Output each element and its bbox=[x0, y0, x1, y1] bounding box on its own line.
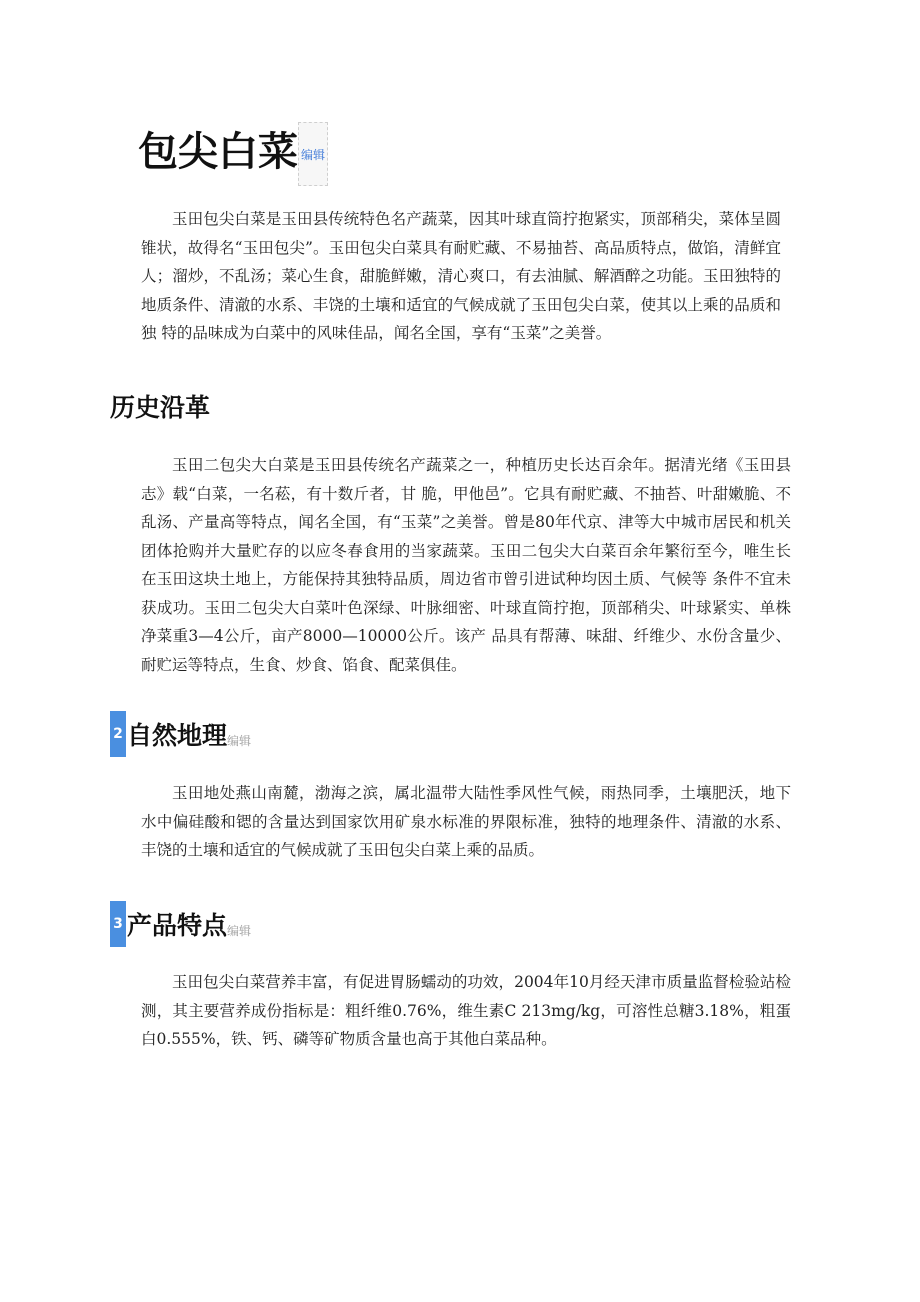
title-edit-link[interactable]: 编辑 bbox=[300, 147, 325, 162]
history-paragraph: 玉田二包尖大白菜是玉田县传统名产蔬菜之一，种植历史长达百余年。据清光绪《玉田县志》载“白菜，一名菘，有十数斤者，甘 脆，甲他邑”。它具有耐贮藏、不抽苔、叶甜嫩脆、不乱汤、产量高等特点，闻名全国，有“玉菜”之美誉。曾是80年代京、津等大中城市居民和机关团体抢购并大量贮存的以应冬春食用的当家蔬菜。玉田二包尖大白菜百余年繁衍至今，唯生长在玉田这块土地上，方能保持其独特品质，周边省市曾引进试种均因土质、气候等 条件不宜未获成功。玉田二包尖大白菜叶色深绿、叶脉细密、叶球直筒拧抱，顶部稍尖、叶球紧实、单株净菜重3—4公斤，亩产8000—10000公斤。该产 品具有帮薄、味甜、纤维少、水份含量少、耐贮运等特点，生食、炒食、馅食、配菜俱佳。 bbox=[141, 456, 791, 674]
geography-paragraph: 玉田地处燕山南麓，渤海之滨，属北温带大陆性季风性气候，雨热同季，土壤肥沃，地下水中偏硅酸和锶的含量达到国家饮用矿泉水标准的界限标准，独特的地理条件、清澈的水系、丰饶的土壤和适宜的气候成就了玉田包尖白菜上乘的品质。 bbox=[141, 784, 791, 859]
features-paragraph: 玉田包尖白菜营养丰富，有促进胃肠蠕动的功效，2004年10月经天津市质量监督检验站检测，其主要营养成份指标是：粗纤维0.76%，维生素C 213mg/kg，可溶性总糖3.18%，粗蛋白0.555%，铁、钙、磷等矿物质含量也高于其他白菜品种。 bbox=[141, 973, 791, 1048]
section-number-badge: 2 bbox=[110, 711, 126, 757]
geography-edit-link[interactable]: 编辑 bbox=[227, 734, 252, 748]
history-heading: 历史沿革 bbox=[110, 393, 211, 422]
intro-paragraph: 玉田包尖白菜是玉田县传统特色名产蔬菜，因其叶球直筒拧抱紧实，顶部稍尖，菜体呈圆锥状，故得名“玉田包尖”。玉田包尖白菜具有耐贮藏、不易抽苔、高品质特点，做馅，清鲜宜人；溜炒，不乱汤；菜心生食，甜脆鲜嫩，清心爽口，有去油腻、解酒醉之功能。玉田独特的地质条件、清澈的水系、丰饶的土壤和适宜的气候成就了玉田包尖白菜，使其以上乘的品质和独 特的品味成为白菜中的风味佳品，闻名全国，享有“玉菜”之美誉。 bbox=[141, 210, 781, 342]
features-heading-text: 产品特点 bbox=[127, 911, 228, 940]
title-edit-box[interactable] bbox=[298, 122, 328, 186]
geography-heading bbox=[110, 711, 251, 757]
page-title: 包尖白菜 bbox=[138, 129, 298, 175]
section-number-badge: 3 bbox=[110, 901, 126, 947]
features-heading bbox=[110, 901, 251, 947]
features-edit-link[interactable]: 编辑 bbox=[227, 924, 252, 938]
geography-heading-text: 自然地理 bbox=[127, 721, 228, 750]
title-block bbox=[138, 118, 328, 182]
